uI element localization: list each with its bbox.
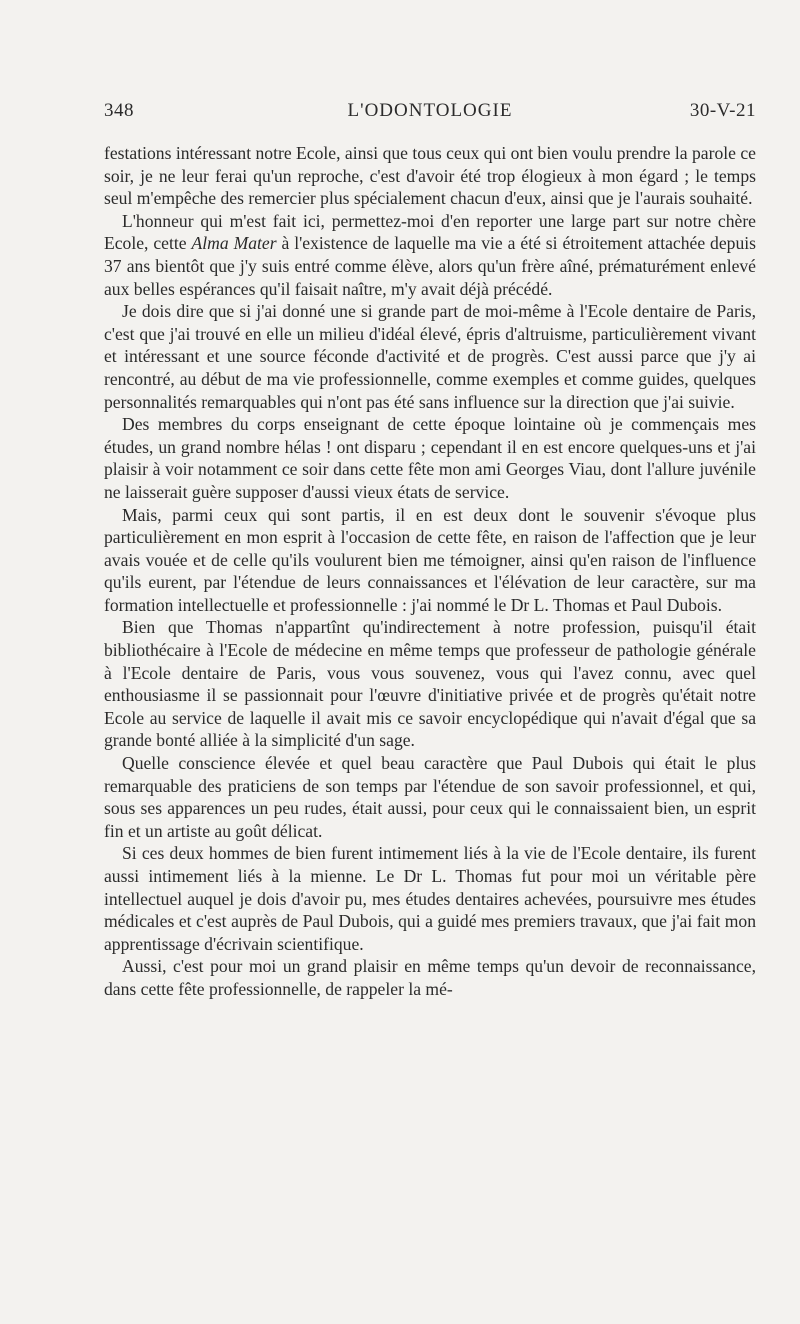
paragraph-4: Des membres du corps enseignant de cette époque lointaine où je commençais mes études, un grand nombre hélas ! ont disparu ; cependant il en est encore quelques-uns et j'ai plaisir à voir notamment ce soir dans cette fête mon ami Georges Viau, dont l'allure juvénile ne laisserait guère supposer d'aussi vieux états de service. [104, 414, 756, 502]
issue-date: 30-V-21 [689, 100, 756, 121]
paragraph-2-start: L'honneur qui m'est fait ici, permettez-moi d'en reporter une large part sur notre chère Ecole, cette [104, 210, 756, 254]
paragraph-7: Quelle conscience élevée et quel beau caractère que Paul Dubois qui était le plus remarquable des praticiens de son temps par l'étendue de son savoir professionnel, et qui, sous ses apparences un peu rudes, était aussi, pour ceux qui le connaissaient bien, un esprit fin et un artiste au goût délicat. [104, 753, 756, 841]
body-text [104, 142, 756, 1001]
journal-title: L'ODONTOLOGIE [347, 100, 513, 121]
paragraph-3: Je dois dire que si j'ai donné une si grande part de moi-même à l'Ecole dentaire de Paris, c'est que j'ai trouvé en elle un milieu d'idéal élevé, épris d'altruisme, particulièrement vivant et intéressant et une source féconde d'activité et de progrès. C'est aussi parce que j'y ai rencontré, au début de ma vie professionnelle, comme exemples et comme guides, quelques personnalités remarquables qui n'ont pas été sans influence sur la direction que j'ai suivie. [104, 301, 756, 412]
paragraph-8: Si ces deux hommes de bien furent intimement liés à la vie de l'Ecole dentaire, ils furent aussi intimement liés à la mienne. Le Dr L. Thomas fut pour moi un véritable père intellectuel auquel je dois d'avoir pu, mes études dentaires achevées, poursuivre mes études médicales et c'est auprès de Paul Dubois, qui a guidé mes premiers travaux, que j'ai fait mon apprentissage d'écrivain scientifique. [104, 843, 756, 954]
paragraph-2-rest: à l'existence de laquelle ma vie a été si étroitement attachée depuis 37 ans bientôt que j'y suis entré comme élève, alors qu'un frère aîné, prématurément enlevé aux belles espérances qu'il faisait naître, m'y avait déjà précédé. [104, 233, 756, 299]
alma-mater-italic: Alma Mater [191, 233, 277, 254]
running-header [104, 100, 756, 130]
paragraph-9: Aussi, c'est pour moi un grand plaisir en même temps qu'un devoir de reconnaissance, dans cette fête professionnelle, de rappeler la mé- [104, 956, 756, 999]
paragraph-1: festations intéressant notre Ecole, ainsi que tous ceux qui ont bien voulu prendre la parole ce soir, je ne leur ferai qu'un reproche, c'est d'avoir été trop élogieux à mon égard ; le temps seul m'empêche des remercier plus spécialement chacun d'eux, ainsi que je l'aurais souhaité. [104, 143, 756, 209]
paragraph-6: Bien que Thomas n'appartînt qu'indirectement à notre profession, puisqu'il était bibliothécaire à l'Ecole de médecine en même temps que professeur de pathologie générale à l'Ecole dentaire de Paris, vous vous souvenez, vous qui l'avez connu, avec quel enthousiasme il se passionnait pour l'œuvre d'initiative privée et de progrès qu'était notre Ecole au service de laquelle il avait mis ce savoir encyclopédique qui n'avait d'égal que sa grande bonté alliée à la simplicité d'un sage. [104, 617, 756, 751]
paragraph-5: Mais, parmi ceux qui sont partis, il en est deux dont le souvenir s'évoque plus particulièrement en mon esprit à l'occasion de cette fête, en raison de l'affection que je leur avais vouée et de celle qu'ils voulurent bien me témoigner, ainsi qu'en raison de l'influence qu'ils eurent, par l'étendue de leurs connaissances et l'élévation de leur caractère, sur ma formation intellectuelle et professionnelle : j'ai nommé le Dr L. Thomas et Paul Dubois. [104, 504, 756, 615]
page-number: 348 [104, 100, 134, 121]
paragraph-2 [104, 210, 756, 300]
